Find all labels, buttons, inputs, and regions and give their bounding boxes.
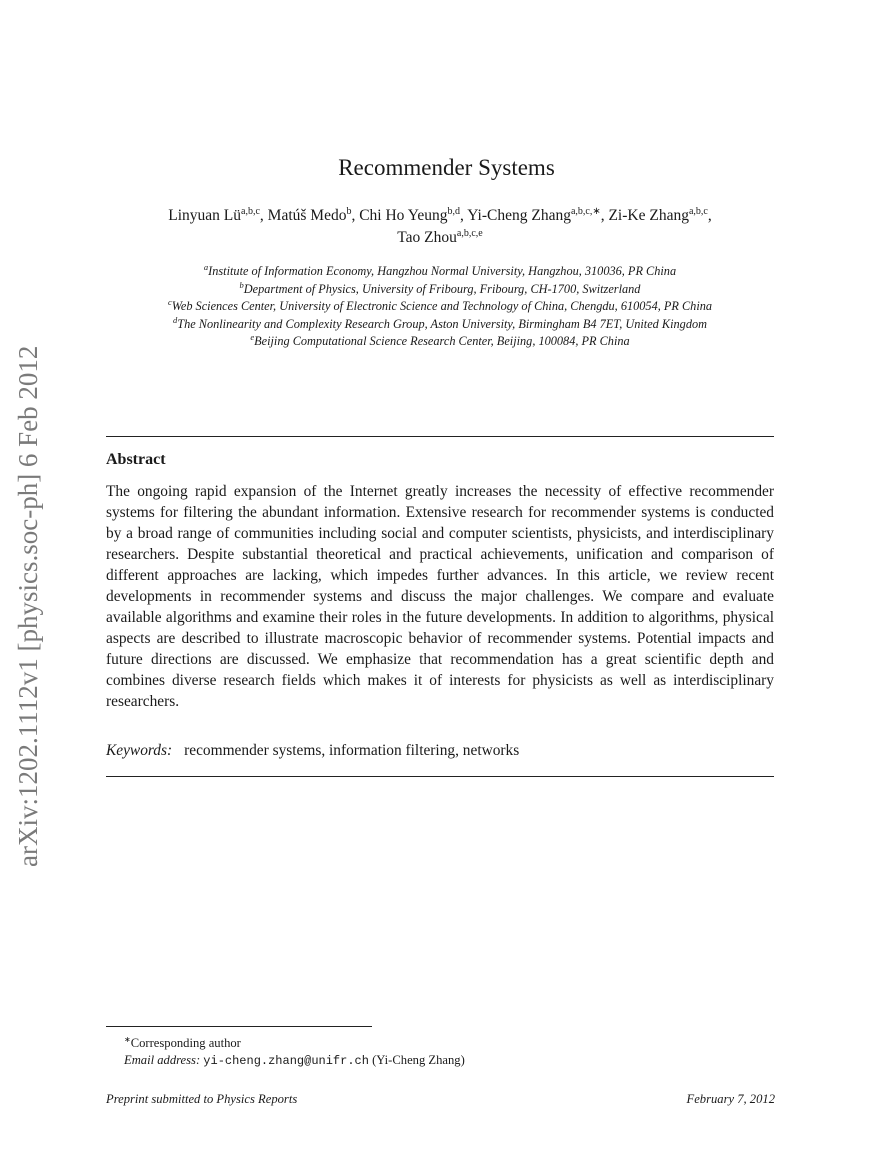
footnote-email-line (124, 1052, 465, 1070)
keywords-line (106, 742, 519, 760)
email-owner: (Yi-Cheng Zhang) (372, 1053, 465, 1068)
author-2: Matúš Medo$^b$, (267, 205, 360, 224)
abstract-bottom-rule (106, 776, 774, 777)
affiliation-e: $^e$Beijing Computational Science Research Center, Beijing, 100084, PR China (250, 332, 630, 349)
author-4: Yi-Cheng Zhang$^{a,b,c,∗}$, (467, 205, 609, 224)
preprint-date: February 7, 2012 (686, 1092, 775, 1106)
author-line-2 (100, 227, 780, 249)
footnote-rule (106, 1026, 372, 1027)
abstract-top-rule (106, 436, 774, 437)
footnote-corresponding: ∗Corresponding author (124, 1035, 241, 1051)
author-6: Tao Zhou$^{a,b,c,e}$ (397, 227, 483, 246)
affiliation-c: $^c$Web Sciences Center, University of Electronic Science and Technology of China, Chengdu, 610054, PR China (167, 297, 713, 314)
affiliation-b: $^b$Department of Physics, University of Fribourg, Fribourg, CH-1700, Switzerland (239, 279, 641, 296)
email-label: Email address: (124, 1053, 201, 1068)
affiliation-list (100, 263, 780, 351)
author-list (100, 205, 780, 249)
keywords-value: recommender systems, information filtering, networks (184, 742, 520, 759)
affiliation-a: $^a$Institute of Information Economy, Hangzhou Normal University, Hangzhou, 310036, PR China (203, 261, 677, 278)
preprint-note: Preprint submitted to Physics Reports (106, 1092, 298, 1106)
author-line-1 (100, 205, 780, 227)
arxiv-identifier-stamp: arXiv:1202.1112v1 [physics.soc-ph] 6 Feb 2012 (13, 345, 43, 867)
affiliation-d: $^d$The Nonlinearity and Complexity Research Group, Aston University, Birmingham B4 7ET, United Kingdom (173, 314, 707, 331)
paper-title: Recommender Systems (338, 155, 555, 180)
author-1: Linyuan Lü$^{a,b,c}$, (168, 205, 268, 224)
author-5: Zi-Ke Zhang$^{a,b,c}$, (608, 205, 712, 224)
keywords-label: Keywords: (106, 742, 173, 759)
abstract-heading: Abstract (106, 451, 166, 468)
footnote (124, 1031, 465, 1070)
email-address[interactable]: yi-cheng.zhang@unifr.ch (203, 1054, 369, 1069)
abstract-text: The ongoing rapid expansion of the Internet greatly increases the necessity of effective recommender systems for filtering the abundant information. Extensive research for recommender systems is conducted by a broad range of communities including social and computer scientists, physicists, and interdisciplinary researchers. Despite substantial theoretical and practical achievements, unification and comparison of different approaches are lacking, which impedes further advances. In this article, we review recent developments in recommender systems and discuss the major challenges. We compare and evaluate available algorithms and examine their roles in the future developments. In addition to algorithms, physical aspects are described to illustrate macroscopic behavior of recommender systems. Potential impacts and future directions are discussed. We emphasize that recommendation has a great scientific depth and combines diverse research fields which makes it of interests for physicists as well as interdisciplinary researchers. (106, 483, 774, 710)
author-3: Chi Ho Yeung$^{b,d}$, (359, 205, 468, 224)
